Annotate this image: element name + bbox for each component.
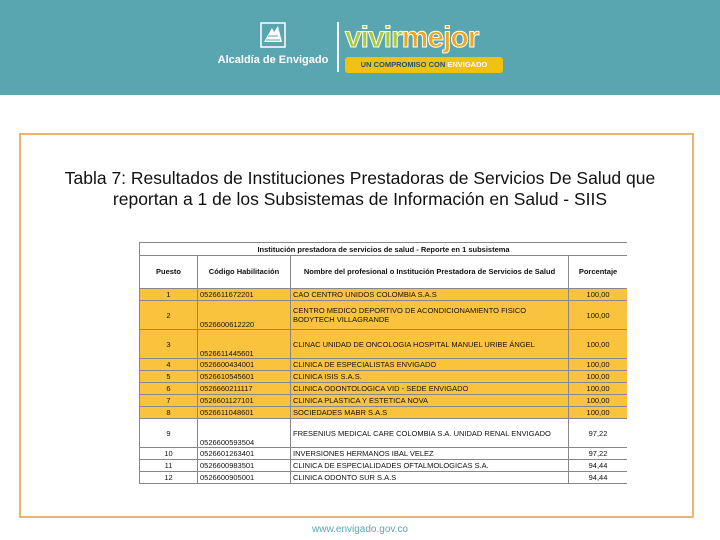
cell-puesto: 8 (140, 407, 198, 419)
alcaldia-emblem-icon (260, 22, 286, 48)
cell-nombre: CLINICA ISIS S.A.S. (291, 371, 569, 383)
cell-nombre: INVERSIONES HERMANOS IBAL VELEZ (291, 448, 569, 460)
cell-porcentaje: 100,00 (569, 289, 628, 301)
col-header-codigo: Código Habilitación (198, 256, 291, 289)
cell-nombre: CLINICA PLASTICA Y ESTETICA NOVA (291, 395, 569, 407)
results-table (139, 242, 627, 484)
cell-puesto: 6 (140, 383, 198, 395)
cell-porcentaje: 97,22 (569, 419, 628, 448)
cell-codigo: 0526611672201 (198, 289, 291, 301)
cell-porcentaje: 100,00 (569, 371, 628, 383)
cell-puesto: 4 (140, 359, 198, 371)
table-row (140, 289, 628, 301)
cell-nombre: CLINICA ODONTOLOGICA VID - SEDE ENVIGADO (291, 383, 569, 395)
cell-porcentaje: 100,00 (569, 330, 628, 359)
cell-puesto: 1 (140, 289, 198, 301)
cell-nombre: CLINICA DE ESPECIALIDADES OFTALMOLOGICAS S.A. (291, 460, 569, 472)
cell-codigo: 0526601263401 (198, 448, 291, 460)
cell-puesto: 3 (140, 330, 198, 359)
cell-porcentaje: 100,00 (569, 301, 628, 330)
cell-nombre: CLINICA ODONTO SUR S.A.S (291, 472, 569, 484)
table-row (140, 460, 628, 472)
cell-nombre: CLINICA DE ESPECIALISTAS ENVIGADO (291, 359, 569, 371)
cell-puesto: 12 (140, 472, 198, 484)
cell-codigo: 0526600983501 (198, 460, 291, 472)
cell-porcentaje: 100,00 (569, 407, 628, 419)
cell-codigo: 0526600593504 (198, 419, 291, 448)
tagline-strong: ENVIGADO (447, 60, 488, 69)
footer-url: www.envigado.gov.co (312, 524, 408, 535)
table-row (140, 419, 628, 448)
logo-divider (337, 22, 339, 72)
cell-puesto: 9 (140, 419, 198, 448)
cell-porcentaje: 100,00 (569, 359, 628, 371)
table-row (140, 383, 628, 395)
cell-porcentaje: 100,00 (569, 395, 628, 407)
vivir-mejor-logo (345, 22, 505, 76)
cell-codigo: 0526600434001 (198, 359, 291, 371)
cell-nombre: FRESENIUS MEDICAL CARE COLOMBIA S.A. UNIDAD RENAL ENVIGADO (291, 419, 569, 448)
cell-porcentaje: 97,22 (569, 448, 628, 460)
alcaldia-logo (213, 22, 333, 74)
header-band (0, 0, 720, 95)
cell-porcentaje: 94,44 (569, 460, 628, 472)
alcaldia-name: Alcaldía de Envigado (217, 54, 329, 66)
results-table-wrap (139, 242, 627, 500)
cell-codigo: 0526611445601 (198, 330, 291, 359)
cell-porcentaje: 100,00 (569, 383, 628, 395)
col-header-porcentaje: Porcentaje (569, 256, 628, 289)
cell-nombre: CAO CENTRO UNIDOS COLOMBIA S.A.S (291, 289, 569, 301)
cell-puesto: 10 (140, 448, 198, 460)
col-header-puesto: Puesto (140, 256, 198, 289)
cell-puesto: 2 (140, 301, 198, 330)
table-row (140, 301, 628, 330)
mejor-word: mejor (401, 21, 479, 54)
table-row (140, 472, 628, 484)
cell-codigo: 0526660211117 (198, 383, 291, 395)
vivir-mejor-wordmark (345, 22, 478, 54)
col-header-nombre: Nombre del profesional o Institución Prestadora de Servicios de Salud (291, 256, 569, 289)
cell-nombre: CLINAC UNIDAD DE ONCOLOGIA HOSPITAL MANUEL URIBE ÁNGEL (291, 330, 569, 359)
table-row (140, 407, 628, 419)
cell-codigo: 0526611048601 (198, 407, 291, 419)
table-group-header: Institución prestadora de servicios de salud - Reporte en 1 subsistema (140, 243, 628, 256)
table-row (140, 359, 628, 371)
table-row (140, 330, 628, 359)
table-row (140, 395, 628, 407)
cell-nombre: CENTRO MEDICO DEPORTIVO DE ACONDICIONAMIENTO FISICO BODYTECH VILLAGRANDE (291, 301, 569, 330)
table-title: Tabla 7: Resultados de Instituciones Prestadoras de Servicios De Salud que reportan a 1 de los Subsistemas de Información en Salud - SIIS (64, 168, 656, 209)
tagline-prefix: UN COMPROMISO CON (360, 60, 448, 69)
cell-porcentaje: 94,44 (569, 472, 628, 484)
cell-nombre: SOCIEDADES MABR S.A.S (291, 407, 569, 419)
cell-codigo: 0526601127101 (198, 395, 291, 407)
cell-puesto: 5 (140, 371, 198, 383)
vivir-word: vivir (345, 21, 402, 54)
cell-puesto: 11 (140, 460, 198, 472)
table-row (140, 448, 628, 460)
vivir-tagline (345, 57, 503, 73)
cell-codigo: 0526600905001 (198, 472, 291, 484)
table-row (140, 371, 628, 383)
cell-codigo: 0526600612220 (198, 301, 291, 330)
cell-puesto: 7 (140, 395, 198, 407)
table-body (140, 289, 628, 484)
cell-codigo: 0526610545601 (198, 371, 291, 383)
